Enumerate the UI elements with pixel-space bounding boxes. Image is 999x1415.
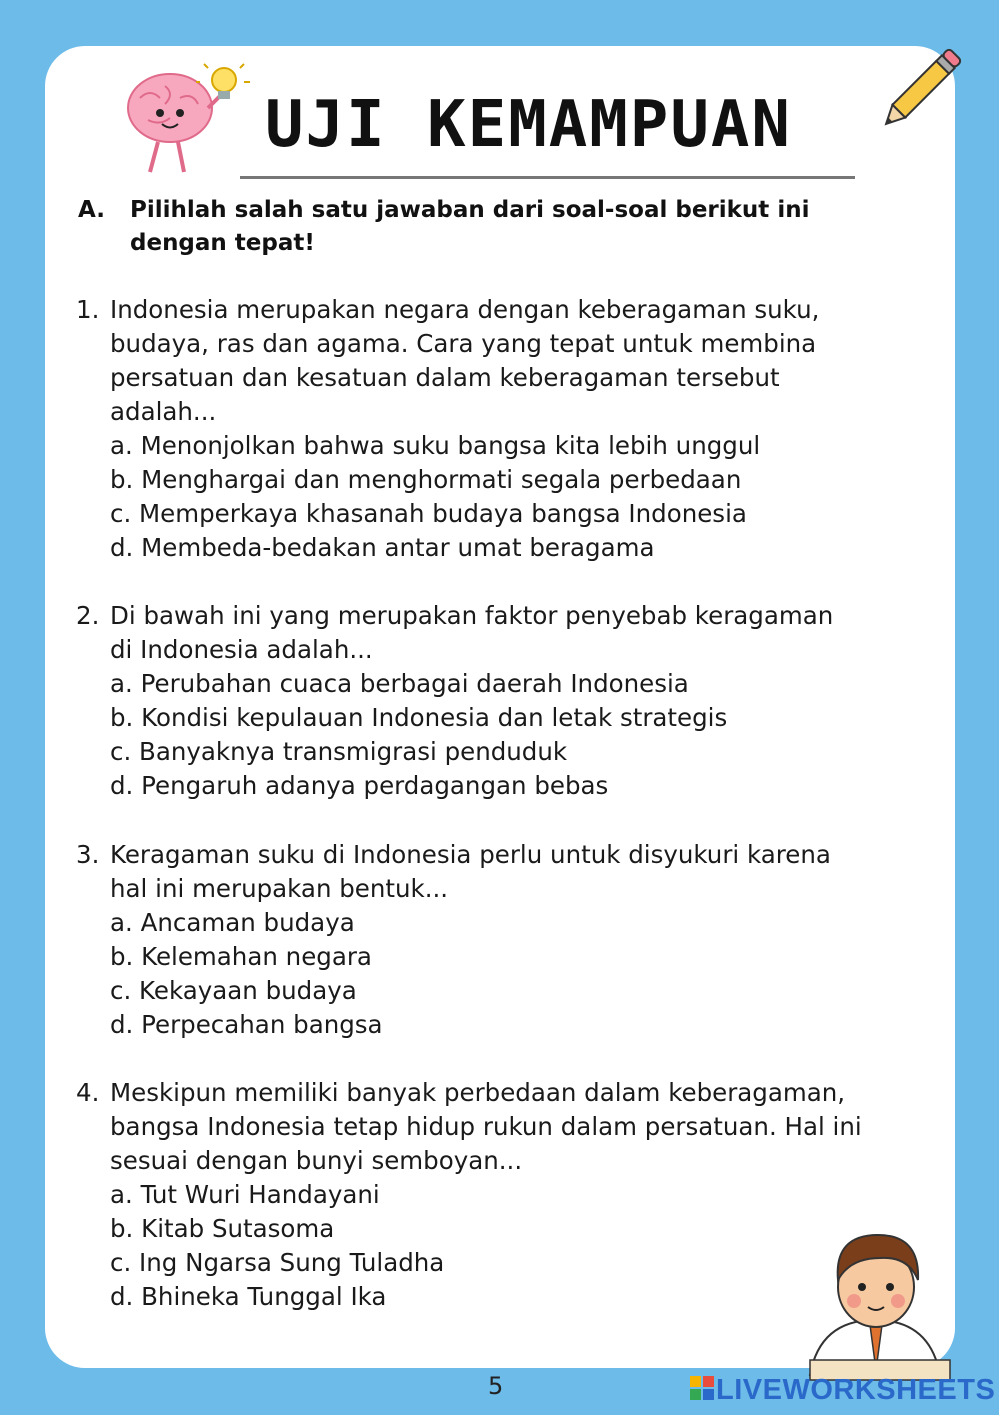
liveworksheets-logo-icon — [690, 1376, 714, 1400]
question-stem-line: Di bawah ini yang merupakan faktor penyebab keragaman — [110, 601, 834, 630]
question-number: 2. — [76, 601, 100, 630]
question-stem-line: budaya, ras dan agama. Cara yang tepat untuk membina — [110, 329, 817, 358]
option-c[interactable]: c. Ing Ngarsa Sung Tuladha — [110, 1248, 445, 1277]
option-b[interactable]: b. Kondisi kepulauan Indonesia dan letak strategis — [110, 703, 728, 732]
page-title: UJI KEMAMPUAN — [265, 88, 792, 162]
brain-mascot-icon — [120, 58, 255, 183]
question-stem-line: bangsa Indonesia tetap hidup rukun dalam persatuan. Hal ini — [110, 1112, 862, 1141]
question-stem-line: Keragaman suku di Indonesia perlu untuk disyukuri karena — [110, 840, 831, 869]
option-b[interactable]: b. Menghargai dan menghormati segala perbedaan — [110, 465, 742, 494]
instruction-text-line-1: Pilihlah salah satu jawaban dari soal-soal berikut ini — [130, 197, 810, 223]
question-stem-line: Meskipun memiliki banyak perbedaan dalam keberagaman, — [110, 1078, 846, 1107]
question-stem-line: adalah... — [110, 397, 217, 426]
option-c[interactable]: c. Banyaknya transmigrasi penduduk — [110, 737, 568, 766]
option-b[interactable]: b. Kelemahan negara — [110, 942, 372, 971]
option-a[interactable]: a. Ancaman budaya — [110, 908, 355, 937]
question-stem-line: persatuan dan kesatuan dalam keberagaman tersebut — [110, 363, 780, 392]
option-c[interactable]: c. Memperkaya khasanah budaya bangsa Indonesia — [110, 499, 747, 528]
option-c[interactable]: c. Kekayaan budaya — [110, 976, 357, 1005]
option-d[interactable]: d. Pengaruh adanya perdagangan bebas — [110, 771, 609, 800]
title-underline — [240, 176, 855, 179]
liveworksheets-watermark — [690, 1374, 995, 1407]
question-2 — [76, 599, 916, 803]
question-number: 1. — [76, 295, 100, 324]
student-writing-illustration — [790, 1225, 965, 1385]
question-stem-line: Indonesia merupakan negara dengan keberagaman suku, — [110, 295, 820, 324]
option-d[interactable]: d. Membeda-bedakan antar umat beragama — [110, 533, 655, 562]
question-stem-line: hal ini merupakan bentuk... — [110, 874, 449, 903]
page-number: 5 — [488, 1372, 504, 1400]
question-number: 3. — [76, 840, 100, 869]
pencil-icon — [878, 38, 973, 133]
question-3 — [76, 838, 916, 1042]
option-a[interactable]: a. Perubahan cuaca berbagai daerah Indonesia — [110, 669, 689, 698]
option-a[interactable]: a. Menonjolkan bahwa suku bangsa kita lebih unggul — [110, 431, 761, 460]
option-a[interactable]: a. Tut Wuri Handayani — [110, 1180, 380, 1209]
instruction-block — [78, 194, 878, 260]
option-b[interactable]: b. Kitab Sutasoma — [110, 1214, 335, 1243]
question-1 — [76, 293, 916, 565]
question-stem-line: di Indonesia adalah... — [110, 635, 373, 664]
instruction-text-line-2: dengan tepat! — [130, 230, 315, 256]
question-number: 4. — [76, 1078, 100, 1107]
option-d[interactable]: d. Perpecahan bangsa — [110, 1010, 383, 1039]
question-stem-line: sesuai dengan bunyi semboyan... — [110, 1146, 523, 1175]
option-d[interactable]: d. Bhineka Tunggal Ika — [110, 1282, 387, 1311]
instruction-label: A. — [78, 197, 105, 223]
watermark-text: LIVEWORKSHEETS — [716, 1374, 996, 1406]
